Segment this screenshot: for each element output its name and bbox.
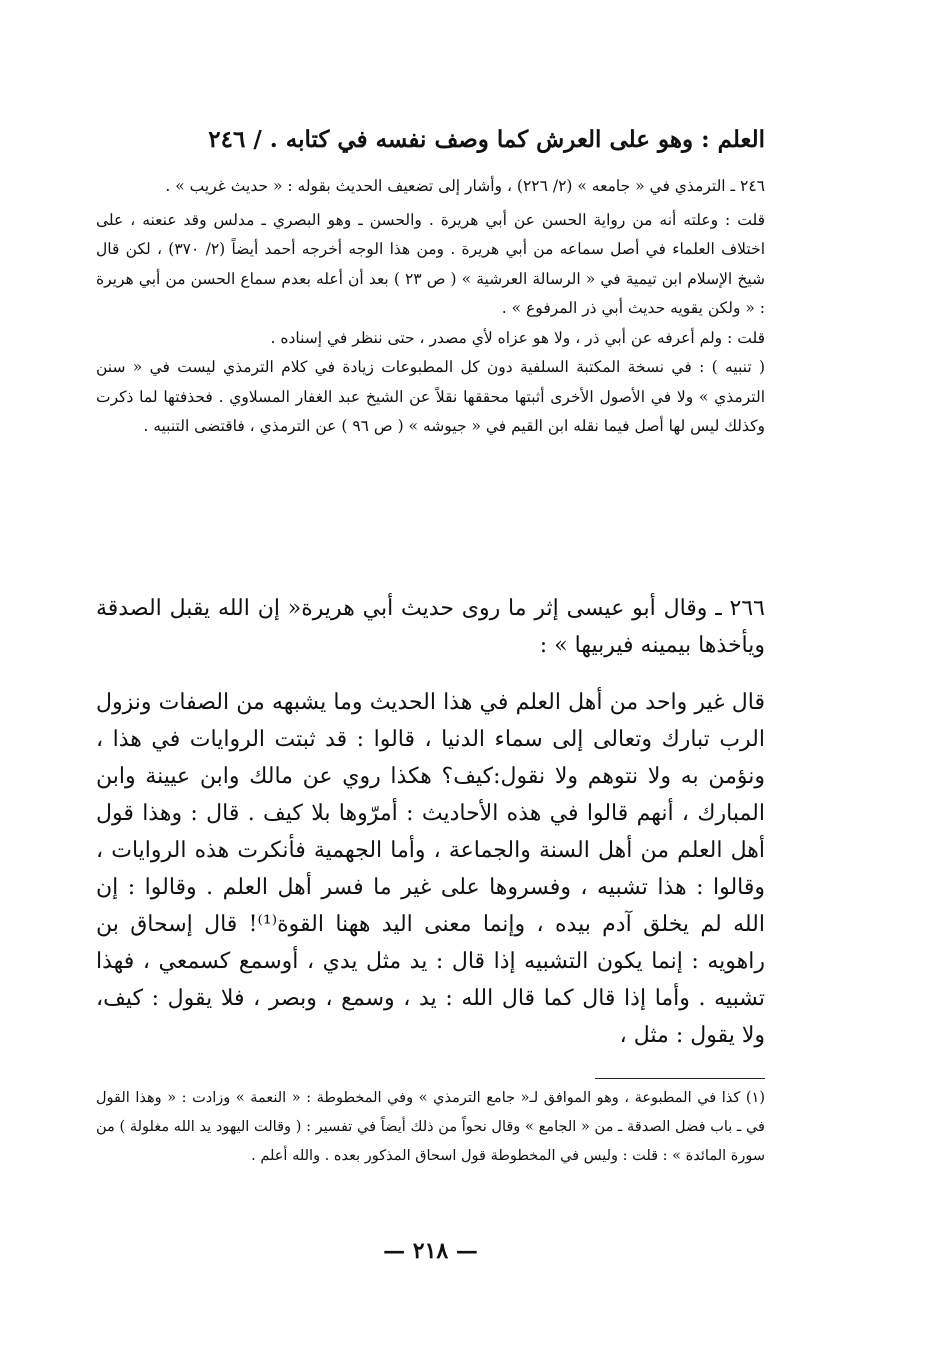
note-paragraph: ٢٤٦ ـ الترمذي في « جامعه » (٢/ ٢٢٦) ، وأشار إلى تضعيف الحديث بقوله : « حديث غريب » . [165, 177, 765, 195]
page-number: — ٢١٨ — [383, 1238, 478, 1264]
footnote-divider [595, 1078, 765, 1079]
note-paragraph: قلت : وعلته أنه من رواية الحسن عن أبي هريرة . والحسن ـ وهو البصري ـ مدلس وقد عنعنه ، على اختلاف العلماء في أصل سماعه من أبي هريرة . ومن هذا الوجه أخرجه أحمد أيضاً (٢/ ٣٧٠) ، لكن قال شيخ الإسلام ابن تيمية في « الرسالة العرشية » ( ص ٢٣ ) بعد أن أعله بعدم سماع الحسن من أبي هريرة : « ولكن يقويه حديث أبي ذر المرفوع » . [96, 210, 765, 317]
note-paragraph: قلت : ولم أعرفه عن أبي ذر ، ولا هو عزاه لأي مصدر ، حتى ننظر في إسناده . [270, 328, 765, 347]
main-text [96, 590, 765, 1054]
commentary-notes [96, 172, 765, 442]
footnote-1: (١) كذا في المطبوعة ، وهو الموافق لـ« جامع الترمذي » وفي المخطوطة : « النعمة » وزادت : « وهذا القول في ـ باب فضل الصدقة ـ من « الجامع » وقال نحواً من ذلك أيضاً في تفسير : ( وقالت اليهود يد الله مغلولة ) من سورة المائدة » : قلت : وليس في المخطوطة قول اسحاق المذكور بعده . والله أعلم . [96, 1090, 765, 1164]
footnotes [96, 1084, 765, 1171]
book-page [96, 112, 765, 1306]
note-paragraph: ( تنبيه ) : في نسخة المكتبة السلفية دون كل المطبوعات زيادة في كلام الترمذي ليست في « سنن الترمذي » ولا في الأصول الأخرى أثبتها محققها نقلاً عن الشيخ عبد الغفار المسلاوي . فحذفتها لما ذكرت وكذلك ليس لها أصل فيما نقله ابن القيم في « جيوشه » ( ص ٩٦ ) عن الترمذي ، فاقتضى التنبيه . [96, 358, 765, 435]
section-heading: ٢٦٦ ـ وقال أبو عيسى إثر ما روى حديث أبي هريرة« إن الله يقبل الصدقة ويأخذها بيمينه فيربيها » : [96, 596, 765, 658]
running-header: العلم : وهو على العرش كما وصف نفسه في كتابه . / ٢٤٦ [208, 126, 765, 153]
main-paragraph: قال غير واحد من أهل العلم في هذا الحديث وما يشبهه من الصفات ونزول الرب تبارك وتعالى إلى سماء الدنيا ، قالوا : قد ثبتت الروايات في هذا ، ونؤمن به ولا نتوهم ولا نقول:كيف؟ هكذا روي عن مالك وابن عيينة وابن المبارك ، أنهم قالوا في هذه الأحاديث : أمرّوها بلا كيف . قال : وهذا قول أهل العلم من أهل السنة والجماعة ، وأما الجهمية فأنكرت هذه الروايات ، وقالوا : هذا تشبيه ، وفسروها على غير ما فسر أهل العلم . وقالوا : إن الله لم يخلق آدم بيده ، وإنما معنى اليد ههنا القوة⁽¹⁾! قال إسحاق بن راهويه : إنما يكون التشبيه إذا قال : يد مثل يدي ، أوسمع كسمعي ، فهذا تشبيه . وأما إذا قال كما قال الله : يد ، وسمع ، وبصر ، فلا يقول : كيف، ولا يقول : مثل ، [96, 690, 765, 1048]
